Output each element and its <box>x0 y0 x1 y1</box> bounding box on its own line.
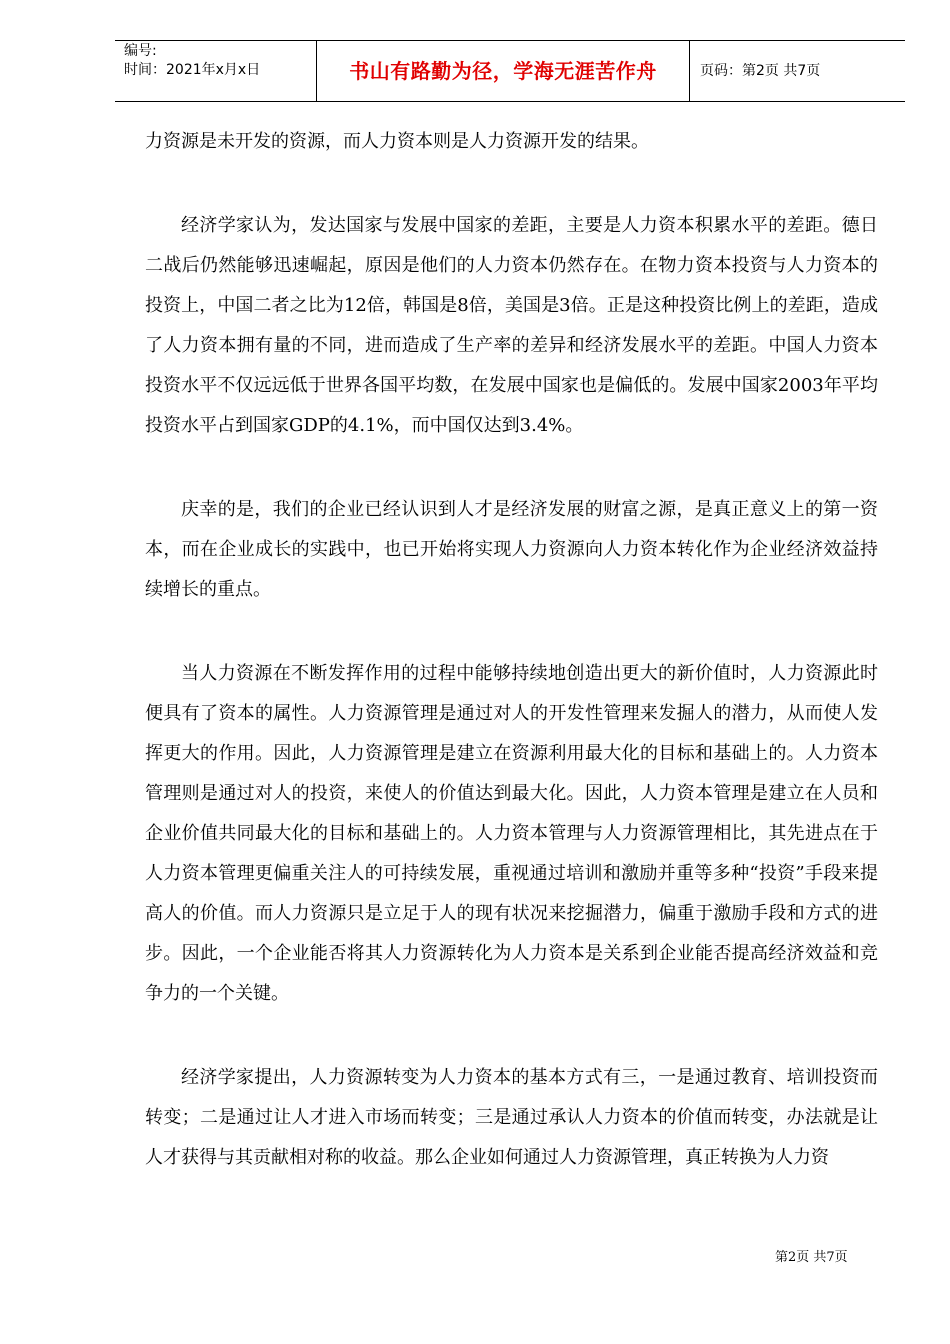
paragraph-4: 当人力资源在不断发挥作用的过程中能够持续地创造出更大的新价值时，人力资源此时便具有了资本的属性。人力资源管理是通过对人的开发性管理来发掘人的潜力，从而使人发挥更大的作用。因此，人力资源管理是建立在资源利用最大化的目标和基础上的。人力资本管理则是通过对人的投资，来使人的价值达到最大化。因此，人力资本管理是建立在人员和企业价值共同最大化的目标和基础上的。人力资本管理与人力资源管理相比，其先进点在于人力资本管理更偏重关注人的可持续发展，重视通过培训和激励并重等多种“投资”手段来提高人的价值。而人力资源只是立足于人的现有状况来挖掘潜力，偏重于激励手段和方式的进步。因此，一个企业能否将其人力资源转化为人力资本是关系到企业能否提高经济效益和竞争力的一个关键。 <box>145 663 878 1004</box>
time-label: 时间：2021年x月x日 <box>124 62 261 78</box>
header-meta-cell <box>115 41 317 101</box>
paragraph-5: 经济学家提出，人力资源转变为人力资本的基本方式有三，一是通过教育、培训投资而转变；二是通过让人才进入市场而转变；三是通过承认人力资本的价值而转变，办法就是让人才获得与其贡献相对称的收益。那么企业如何通过人力资源管理，真正转换为人力资 <box>145 1067 878 1168</box>
paragraph-2: 经济学家认为，发达国家与发展中国家的差距，主要是人力资本积累水平的差距。德日二战后仍然能够迅速崛起，原因是他们的人力资本仍然存在。在物力资本投资与人力资本的投资上，中国二者之比为12倍，韩国是8倍，美国是3倍。正是这种投资比例上的差距，造成了人力资本拥有量的不同，进而造成了生产率的差异和经济发展水平的差距。中国人力资本投资水平不仅远远低于世界各国平均数，在发展中国家也是偏低的。发展中国家2003年平均投资水平占到国家GDP的4.1%，而中国仅达到3.4%。 <box>145 215 878 436</box>
page-header <box>115 40 905 102</box>
paragraph-3: 庆幸的是，我们的企业已经认识到人才是经济发展的财富之源，是真正意义上的第一资本，而在企业成长的实践中，也已开始将实现人力资源向人力资本转化作为企业经济效益持续增长的重点。 <box>145 499 878 600</box>
header-page-info: 页码：第2页 共7页 <box>700 63 821 79</box>
paragraph-1: 力资源是未开发的资源，而人力资本则是人力资源开发的结果。 <box>145 131 649 152</box>
document-body <box>145 122 878 1222</box>
header-motto: 书山有路勤为径，学海无涯苦作舟 <box>317 41 690 101</box>
code-label: 编号: <box>124 43 157 59</box>
page-footer: 第2页 共7页 <box>775 1250 848 1265</box>
